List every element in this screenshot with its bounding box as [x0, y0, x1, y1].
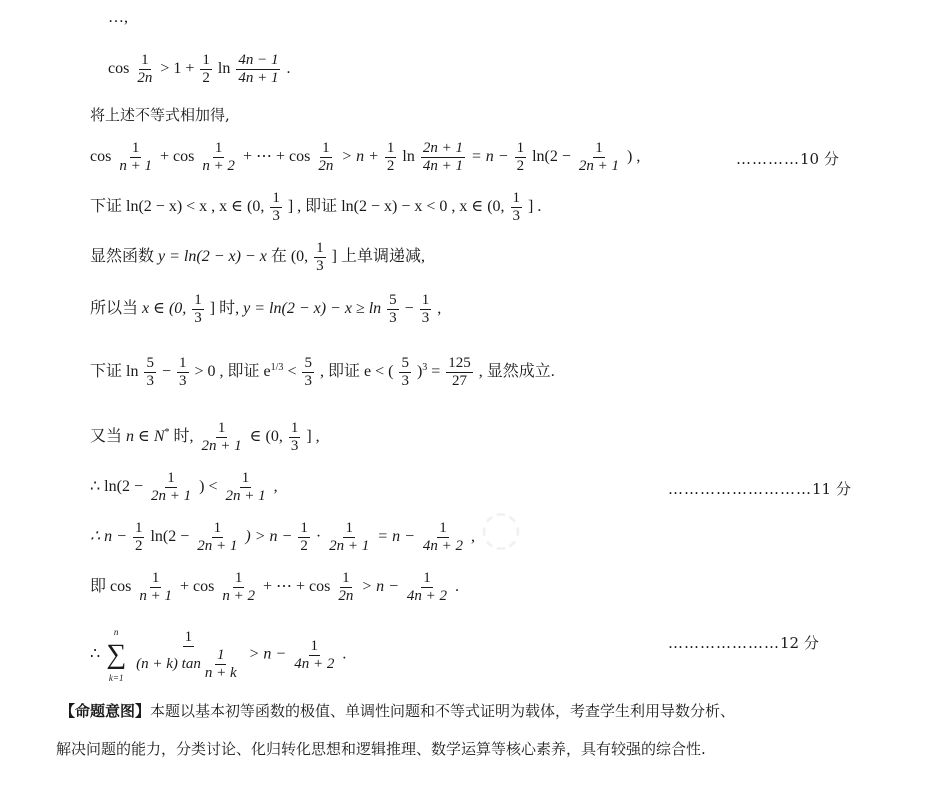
- proof-step-2: [90, 240, 425, 275]
- math-text: .: [342, 645, 347, 663]
- score-11: [668, 478, 851, 499]
- fraction: $\frac{1}{2n + 1}$: [329, 520, 370, 554]
- math-text: y = ln(2 − x) − x ≥ ln: [243, 300, 382, 318]
- fraction: $\frac{1}{3}$: [512, 190, 521, 224]
- math-text: (0,: [290, 248, 309, 266]
- proof-step-3: [90, 292, 441, 327]
- math-text: −: [404, 300, 414, 318]
- sum-symbol: ∑: [106, 639, 127, 670]
- math-text: e: [263, 363, 271, 381]
- math-text: ,: [478, 363, 483, 381]
- design-intent-note: [60, 700, 735, 722]
- superscript: *: [164, 426, 170, 438]
- math-text: ) ,: [627, 148, 641, 166]
- exponent: 1/3: [270, 361, 284, 373]
- fraction: $\frac{1}{2n + 1}$: [197, 520, 238, 554]
- math-text: ,: [437, 300, 442, 318]
- math-text: (n + k) tan: [136, 655, 201, 672]
- math-text: ∈ (0,: [249, 428, 283, 446]
- score-10: [736, 148, 839, 169]
- math-text: > 0 ,: [194, 363, 224, 381]
- math-text: ] .: [528, 198, 542, 216]
- math-text: ]: [331, 248, 337, 266]
- fraction: $\frac{1}{3}$: [194, 292, 202, 326]
- fraction: $\frac{1}{2n}$: [318, 140, 334, 174]
- math-text: ,: [471, 528, 475, 546]
- fraction: $\frac{1}{n + 1}$: [119, 140, 152, 174]
- fraction: 1 (n + k) tan $\frac{1}{n + k}$: [136, 628, 237, 681]
- text-sum-statement: 将上述不等式相加得,: [90, 106, 230, 124]
- fraction: $\frac{5}{3}$: [389, 292, 397, 326]
- fraction: $\frac{1}{n + 2}$: [222, 570, 255, 604]
- cn-text: 在: [270, 248, 287, 266]
- score-dots: …………………: [668, 634, 780, 652]
- sum-lower: k=1: [108, 673, 124, 683]
- ellipsis-top: …,: [108, 9, 128, 26]
- sum-inequality: [90, 140, 640, 175]
- summation: [106, 622, 126, 688]
- math-text: ] ,: [287, 198, 302, 216]
- math-text: −: [161, 363, 171, 381]
- note-heading: 【命题意图】: [60, 702, 151, 720]
- math-text: ln: [126, 363, 139, 381]
- math-text: n ∈ N: [126, 428, 165, 446]
- cn-text: 即: [90, 578, 107, 596]
- fraction: $\frac{1}{2n + 1}$: [225, 470, 266, 504]
- score-dots: …………: [736, 150, 800, 168]
- score-label: 10 分: [800, 150, 839, 168]
- exponent: 3: [422, 361, 428, 373]
- math-text: > n −: [361, 578, 399, 596]
- fraction: $\frac{4n - 1}{4n + 1}$: [238, 52, 279, 86]
- fraction: $\frac{1}{4n + 2}$: [294, 637, 335, 672]
- cn-text: 即证: [305, 198, 338, 216]
- math-text: ∴ n −: [90, 528, 127, 546]
- watermark: ◌: [480, 500, 522, 556]
- score-dots: ………………………: [668, 480, 812, 498]
- math-text: ): [416, 363, 423, 381]
- fraction: $\frac{1}{2}$: [386, 140, 395, 174]
- ln-term: ln: [217, 60, 231, 78]
- fraction: $\frac{1}{n + 1}$: [139, 570, 172, 604]
- proof-step-7: [90, 520, 475, 555]
- proof-step-5: [90, 420, 320, 455]
- math-text: + ⋯ + cos: [262, 578, 331, 596]
- proof-step-1: [90, 190, 541, 225]
- math-text: ln(2 −: [532, 148, 571, 166]
- fraction: $\frac{1}{2n + 1}$: [578, 140, 619, 174]
- fraction: $\frac{1}{2n}$: [137, 52, 153, 86]
- punct: .: [286, 60, 291, 78]
- cn-text: 显然成立.: [486, 363, 555, 381]
- proof-step-6: [90, 470, 278, 505]
- cn-text: 即证: [227, 363, 260, 381]
- math-text: > n +: [341, 148, 379, 166]
- math-text: ] ,: [306, 428, 320, 446]
- note-line-1: 本题以基本初等函数的极值、单调性问题和不等式证明为载体，考查学生利用导数分析、: [150, 702, 736, 720]
- cos-term: cos: [108, 60, 130, 78]
- fraction: $\frac{1}{2n + 1}$: [201, 420, 242, 454]
- fraction: $\frac{5}{3}$: [146, 355, 154, 389]
- math-text: = n −: [470, 148, 509, 166]
- math-text: ln(2 − x) − x < 0 , x ∈ (0,: [341, 198, 505, 216]
- math-text: ) <: [199, 478, 218, 496]
- math-text: ,: [319, 363, 324, 381]
- fraction: $\frac{1}{2}$: [300, 520, 308, 554]
- math-text: ]: [209, 300, 216, 318]
- cn-text: 所以当: [90, 300, 139, 318]
- cn-text: 即证: [327, 363, 360, 381]
- fraction: $\frac{1}{3}$: [272, 190, 280, 224]
- fraction: $\frac{1}{4n + 2}$: [406, 570, 448, 604]
- score-label: 11 分: [812, 480, 851, 498]
- fraction: $\frac{2n + 1}{4n + 1}$: [422, 140, 463, 174]
- math-text: .: [455, 578, 460, 596]
- note-line-2: 解决问题的能力，分类讨论、化归转化思想和逻辑推理、数学运算等核心素养，具有较强的综合性.: [56, 740, 706, 758]
- inequality-line-1: [108, 52, 290, 87]
- design-intent-note-cont: [56, 738, 706, 760]
- fraction: $\frac{1}{2}$: [202, 52, 210, 86]
- score-label: 12 分: [780, 634, 819, 652]
- math-text: ∴: [90, 645, 101, 663]
- math-text: e < (: [363, 363, 394, 381]
- cn-text: 上单调递减,: [340, 248, 425, 266]
- fraction: $\frac{1}{n + k}$: [204, 646, 237, 681]
- math-text: y = ln(2 − x) − x: [158, 248, 267, 266]
- proof-step-4: [90, 355, 555, 390]
- cn-text: 显然函数: [90, 248, 155, 266]
- math-text: + cos: [179, 578, 215, 596]
- fraction: $\frac{1}{2}$: [516, 140, 525, 174]
- fraction: $\frac{1}{3}$: [179, 355, 187, 389]
- math-text: ∴ ln(2 −: [90, 478, 143, 496]
- fraction: $\frac{1}{2}$: [134, 520, 143, 554]
- fraction: $\frac{5}{3}$: [304, 355, 312, 389]
- cn-text: 下证: [90, 198, 123, 216]
- math-text: ) > n −: [245, 528, 293, 546]
- math-text: cos: [90, 148, 112, 166]
- math-text: + cos: [159, 148, 195, 166]
- math-text: = n −: [377, 528, 415, 546]
- proof-step-8: [90, 570, 459, 605]
- cn-text: 下证: [90, 363, 123, 381]
- conclusion-sum: [90, 622, 346, 688]
- fraction: $\frac{1}{4n + 2}$: [422, 520, 463, 554]
- math-text: ln(2 − x) < x , x ∈ (0,: [126, 198, 265, 216]
- fraction: $\frac{1}{n + 2}$: [202, 140, 235, 174]
- math-text: ln: [402, 148, 415, 166]
- fraction: $\frac{1}{3}$: [421, 292, 430, 326]
- math-text: ln(2 −: [150, 528, 190, 546]
- score-12: [668, 632, 819, 653]
- math-text: > 1 +: [160, 60, 195, 78]
- math-text: ,: [273, 478, 278, 496]
- math-text: <: [287, 363, 297, 381]
- math-text: x ∈ (0,: [142, 300, 187, 318]
- cn-text: 又当: [90, 428, 123, 446]
- cn-text: 时,: [219, 300, 240, 318]
- cn-text: 时,: [173, 428, 194, 446]
- math-text: > n −: [248, 645, 287, 663]
- math-text: =: [431, 363, 441, 381]
- math-text: ·: [315, 528, 322, 546]
- fraction: $\frac{1}{3}$: [316, 240, 324, 274]
- sum-upper: n: [113, 627, 119, 637]
- fraction: $\frac{1}{2n + 1}$: [150, 470, 192, 504]
- math-text: cos: [110, 578, 132, 596]
- math-text: + ⋯ + cos: [242, 148, 311, 166]
- fraction: $\frac{5}{3}$: [401, 355, 409, 389]
- fraction: $\frac{1}{3}$: [290, 420, 299, 454]
- fraction: $\frac{125}{27}$: [448, 355, 471, 389]
- fraction: $\frac{1}{2n}$: [338, 570, 354, 604]
